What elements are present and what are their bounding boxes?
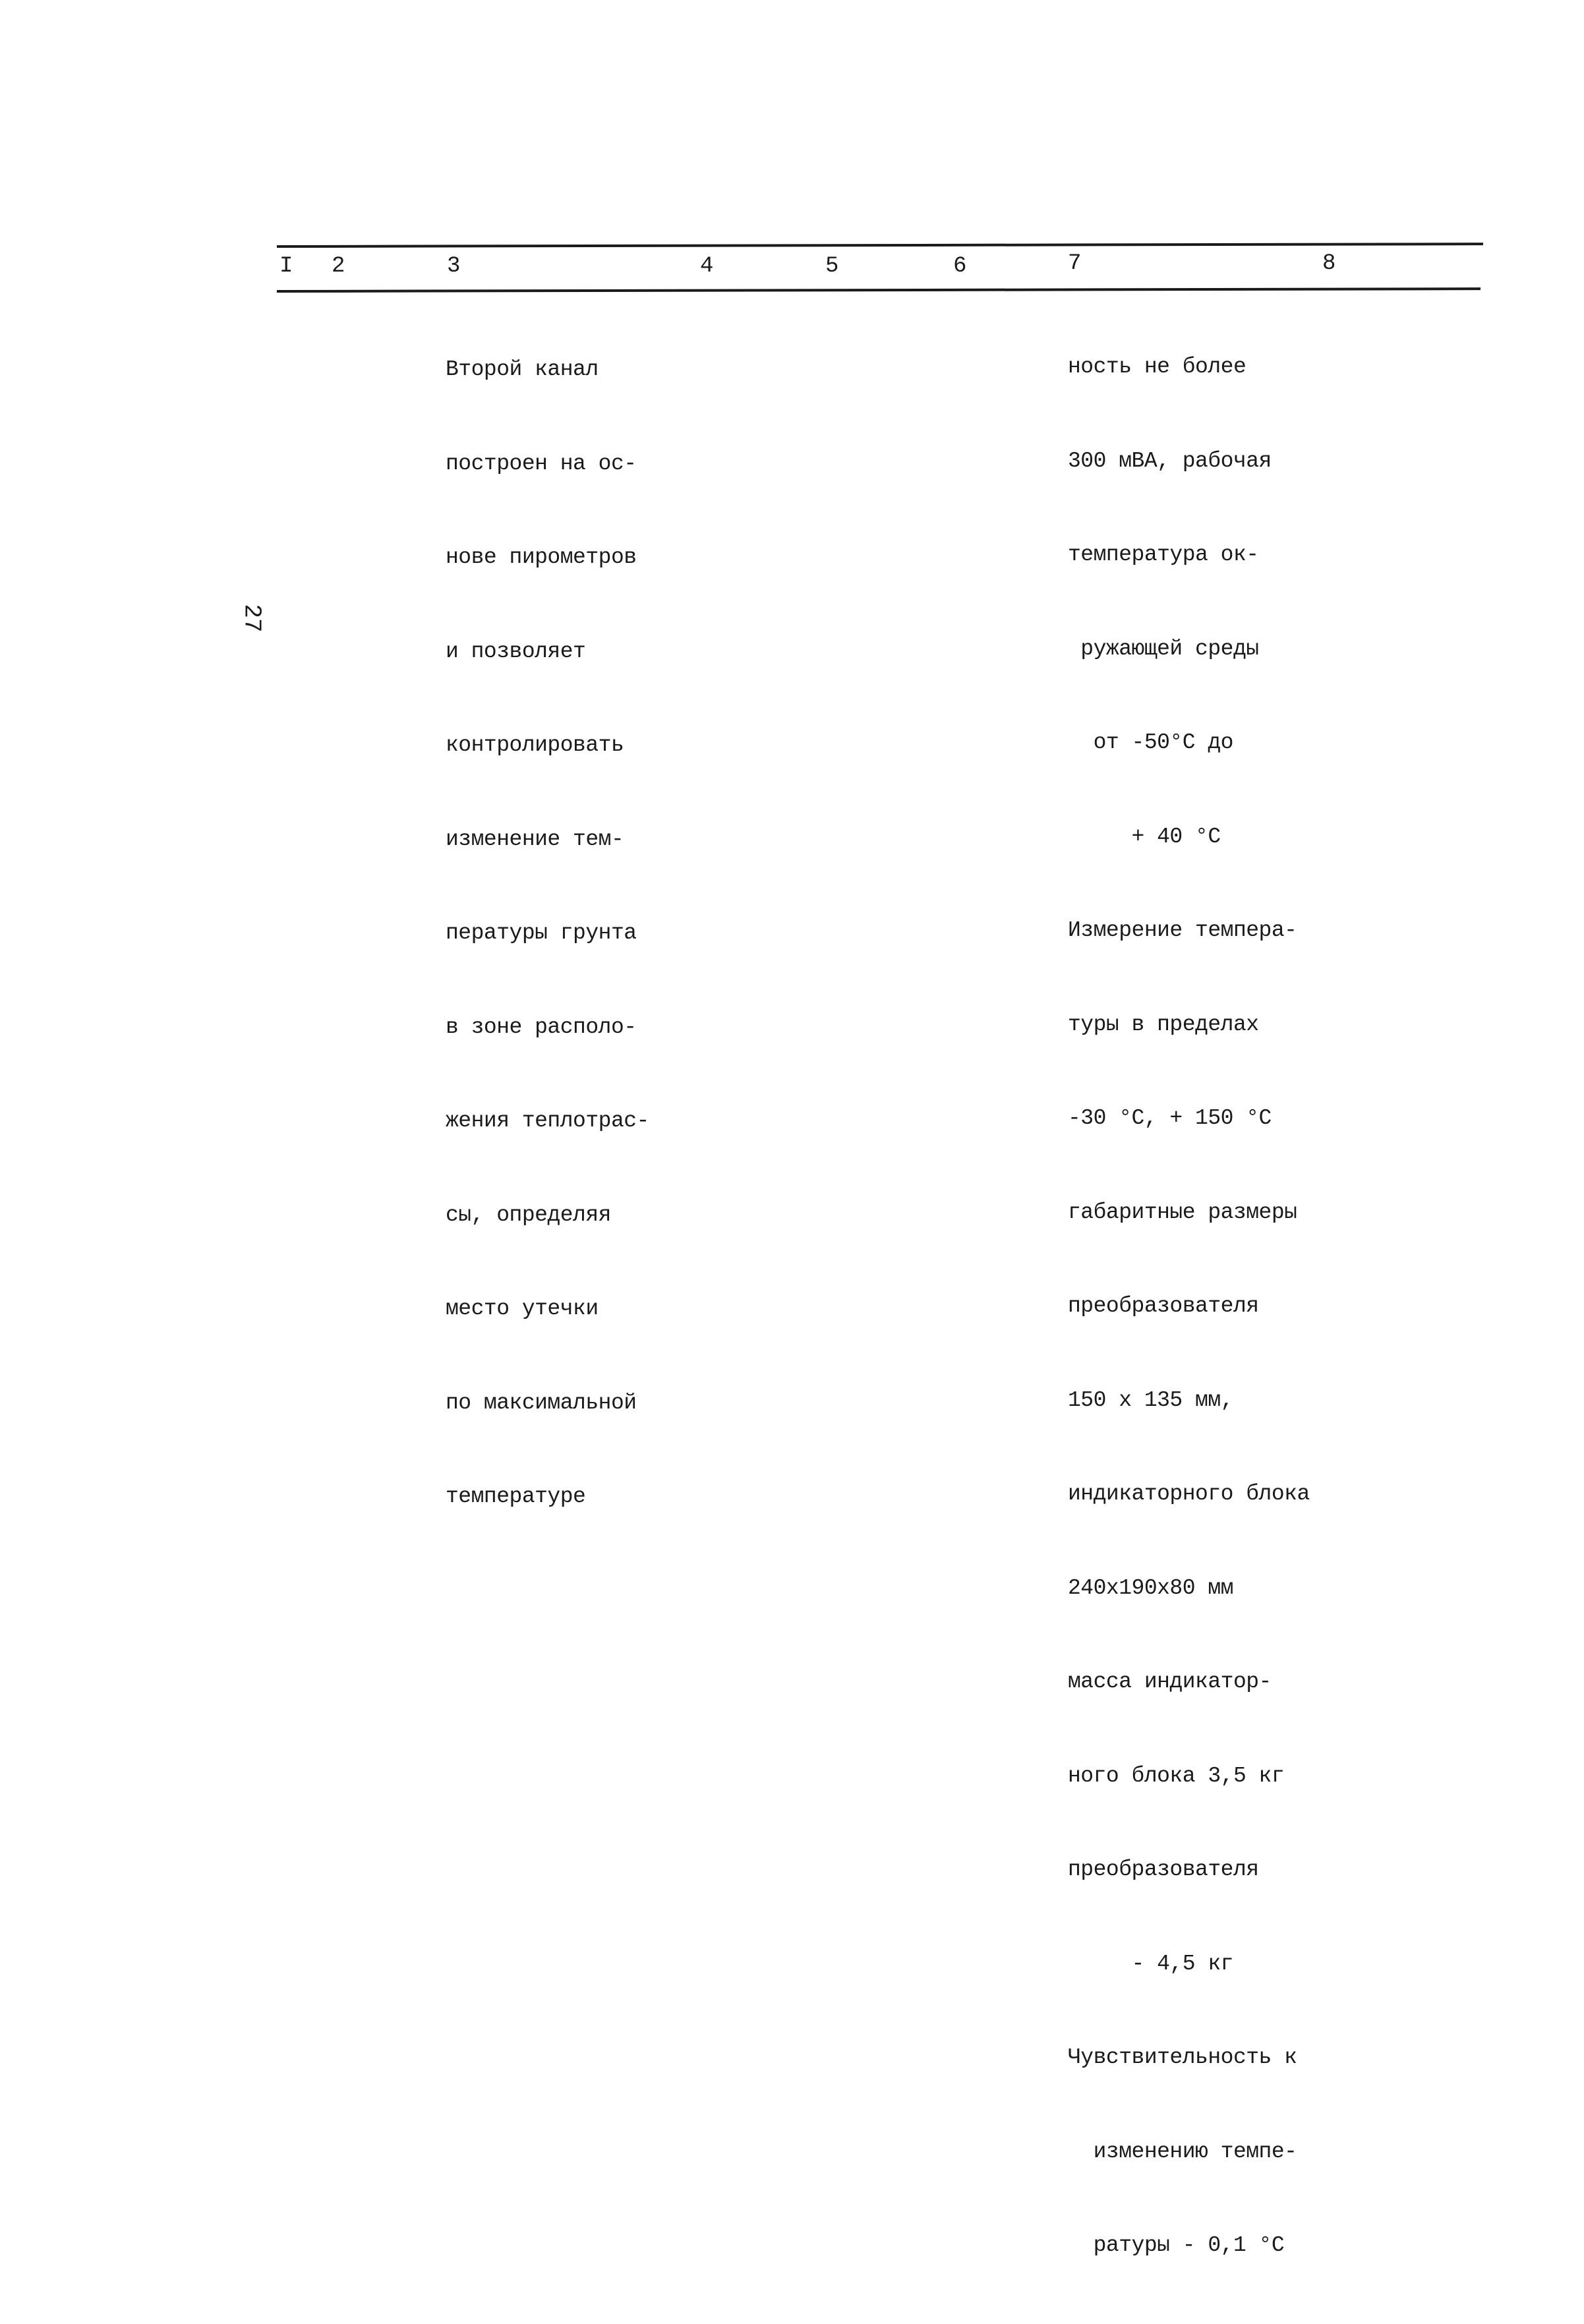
column-number-4: 4 bbox=[700, 254, 714, 279]
col7-line: ружающей среды bbox=[1068, 636, 1259, 661]
col3-line: место утечки bbox=[446, 1296, 599, 1321]
column-number-2: 2 bbox=[332, 254, 345, 279]
col3-line: в зоне располо- bbox=[446, 1014, 637, 1039]
table-top-rule bbox=[277, 243, 1483, 248]
col7-line: температура ок- bbox=[1068, 542, 1259, 567]
page-number: 27 bbox=[238, 604, 266, 633]
col7-line: -30 °С, + 150 °С bbox=[1068, 1106, 1272, 1130]
column-number-6: 6 bbox=[953, 254, 967, 279]
col7-line: ность не более bbox=[1068, 355, 1247, 379]
col7-line: габаритные размеры bbox=[1068, 1200, 1297, 1225]
col3-line: пературы грунта bbox=[446, 921, 637, 945]
column-number-3: 3 bbox=[447, 254, 461, 279]
col7-line: от -50°С до bbox=[1068, 730, 1233, 755]
col7-line: - 4,5 кг bbox=[1068, 1951, 1233, 1976]
col3-line: и позволяет bbox=[446, 639, 586, 664]
column-3-description bbox=[446, 291, 649, 1575]
col7-line: туры в пределах bbox=[1068, 1012, 1259, 1037]
col7-line: ного блока 3,5 кг bbox=[1068, 1763, 1285, 1788]
col3-line: нове пирометров bbox=[446, 545, 637, 569]
col7-line: преобразователя bbox=[1068, 1857, 1259, 1882]
col7-line: изменению темпе- bbox=[1068, 2139, 1297, 2164]
col7-line: 300 мВА, рабочая bbox=[1068, 448, 1272, 473]
col7-line: Чувствительность к bbox=[1068, 2045, 1297, 2070]
column-number-7: 7 bbox=[1068, 251, 1082, 276]
col7-line: 150 х 135 мм, bbox=[1068, 1387, 1233, 1412]
col7-line: + 40 °С bbox=[1068, 824, 1221, 849]
col7-line: преобразователя bbox=[1068, 1294, 1259, 1318]
col7-line: 240х190х80 мм bbox=[1068, 1575, 1233, 1600]
column-number-5: 5 bbox=[825, 254, 839, 279]
column-number-1: I bbox=[279, 254, 293, 279]
col3-line: построен на ос- bbox=[446, 451, 637, 476]
column-number-8: 8 bbox=[1322, 251, 1336, 276]
col3-line: изменение тем- bbox=[446, 827, 624, 852]
col7-line: масса индикатор- bbox=[1068, 1670, 1272, 1694]
col7-line: индикаторного блока bbox=[1068, 1482, 1310, 1506]
col7-line: Измерение темпера- bbox=[1068, 918, 1297, 943]
col3-line: температуре bbox=[446, 1484, 586, 1509]
col3-line: по максимальной bbox=[446, 1390, 637, 1415]
col3-line: контролировать bbox=[446, 733, 624, 757]
column-7-specifications bbox=[1068, 289, 1310, 2324]
col3-line: Второй канал bbox=[446, 357, 599, 382]
col3-line: сы, определяя bbox=[446, 1202, 611, 1227]
col7-line: ратуры - 0,1 °С bbox=[1068, 2233, 1285, 2257]
col3-line: жения теплотрас- bbox=[446, 1109, 649, 1133]
